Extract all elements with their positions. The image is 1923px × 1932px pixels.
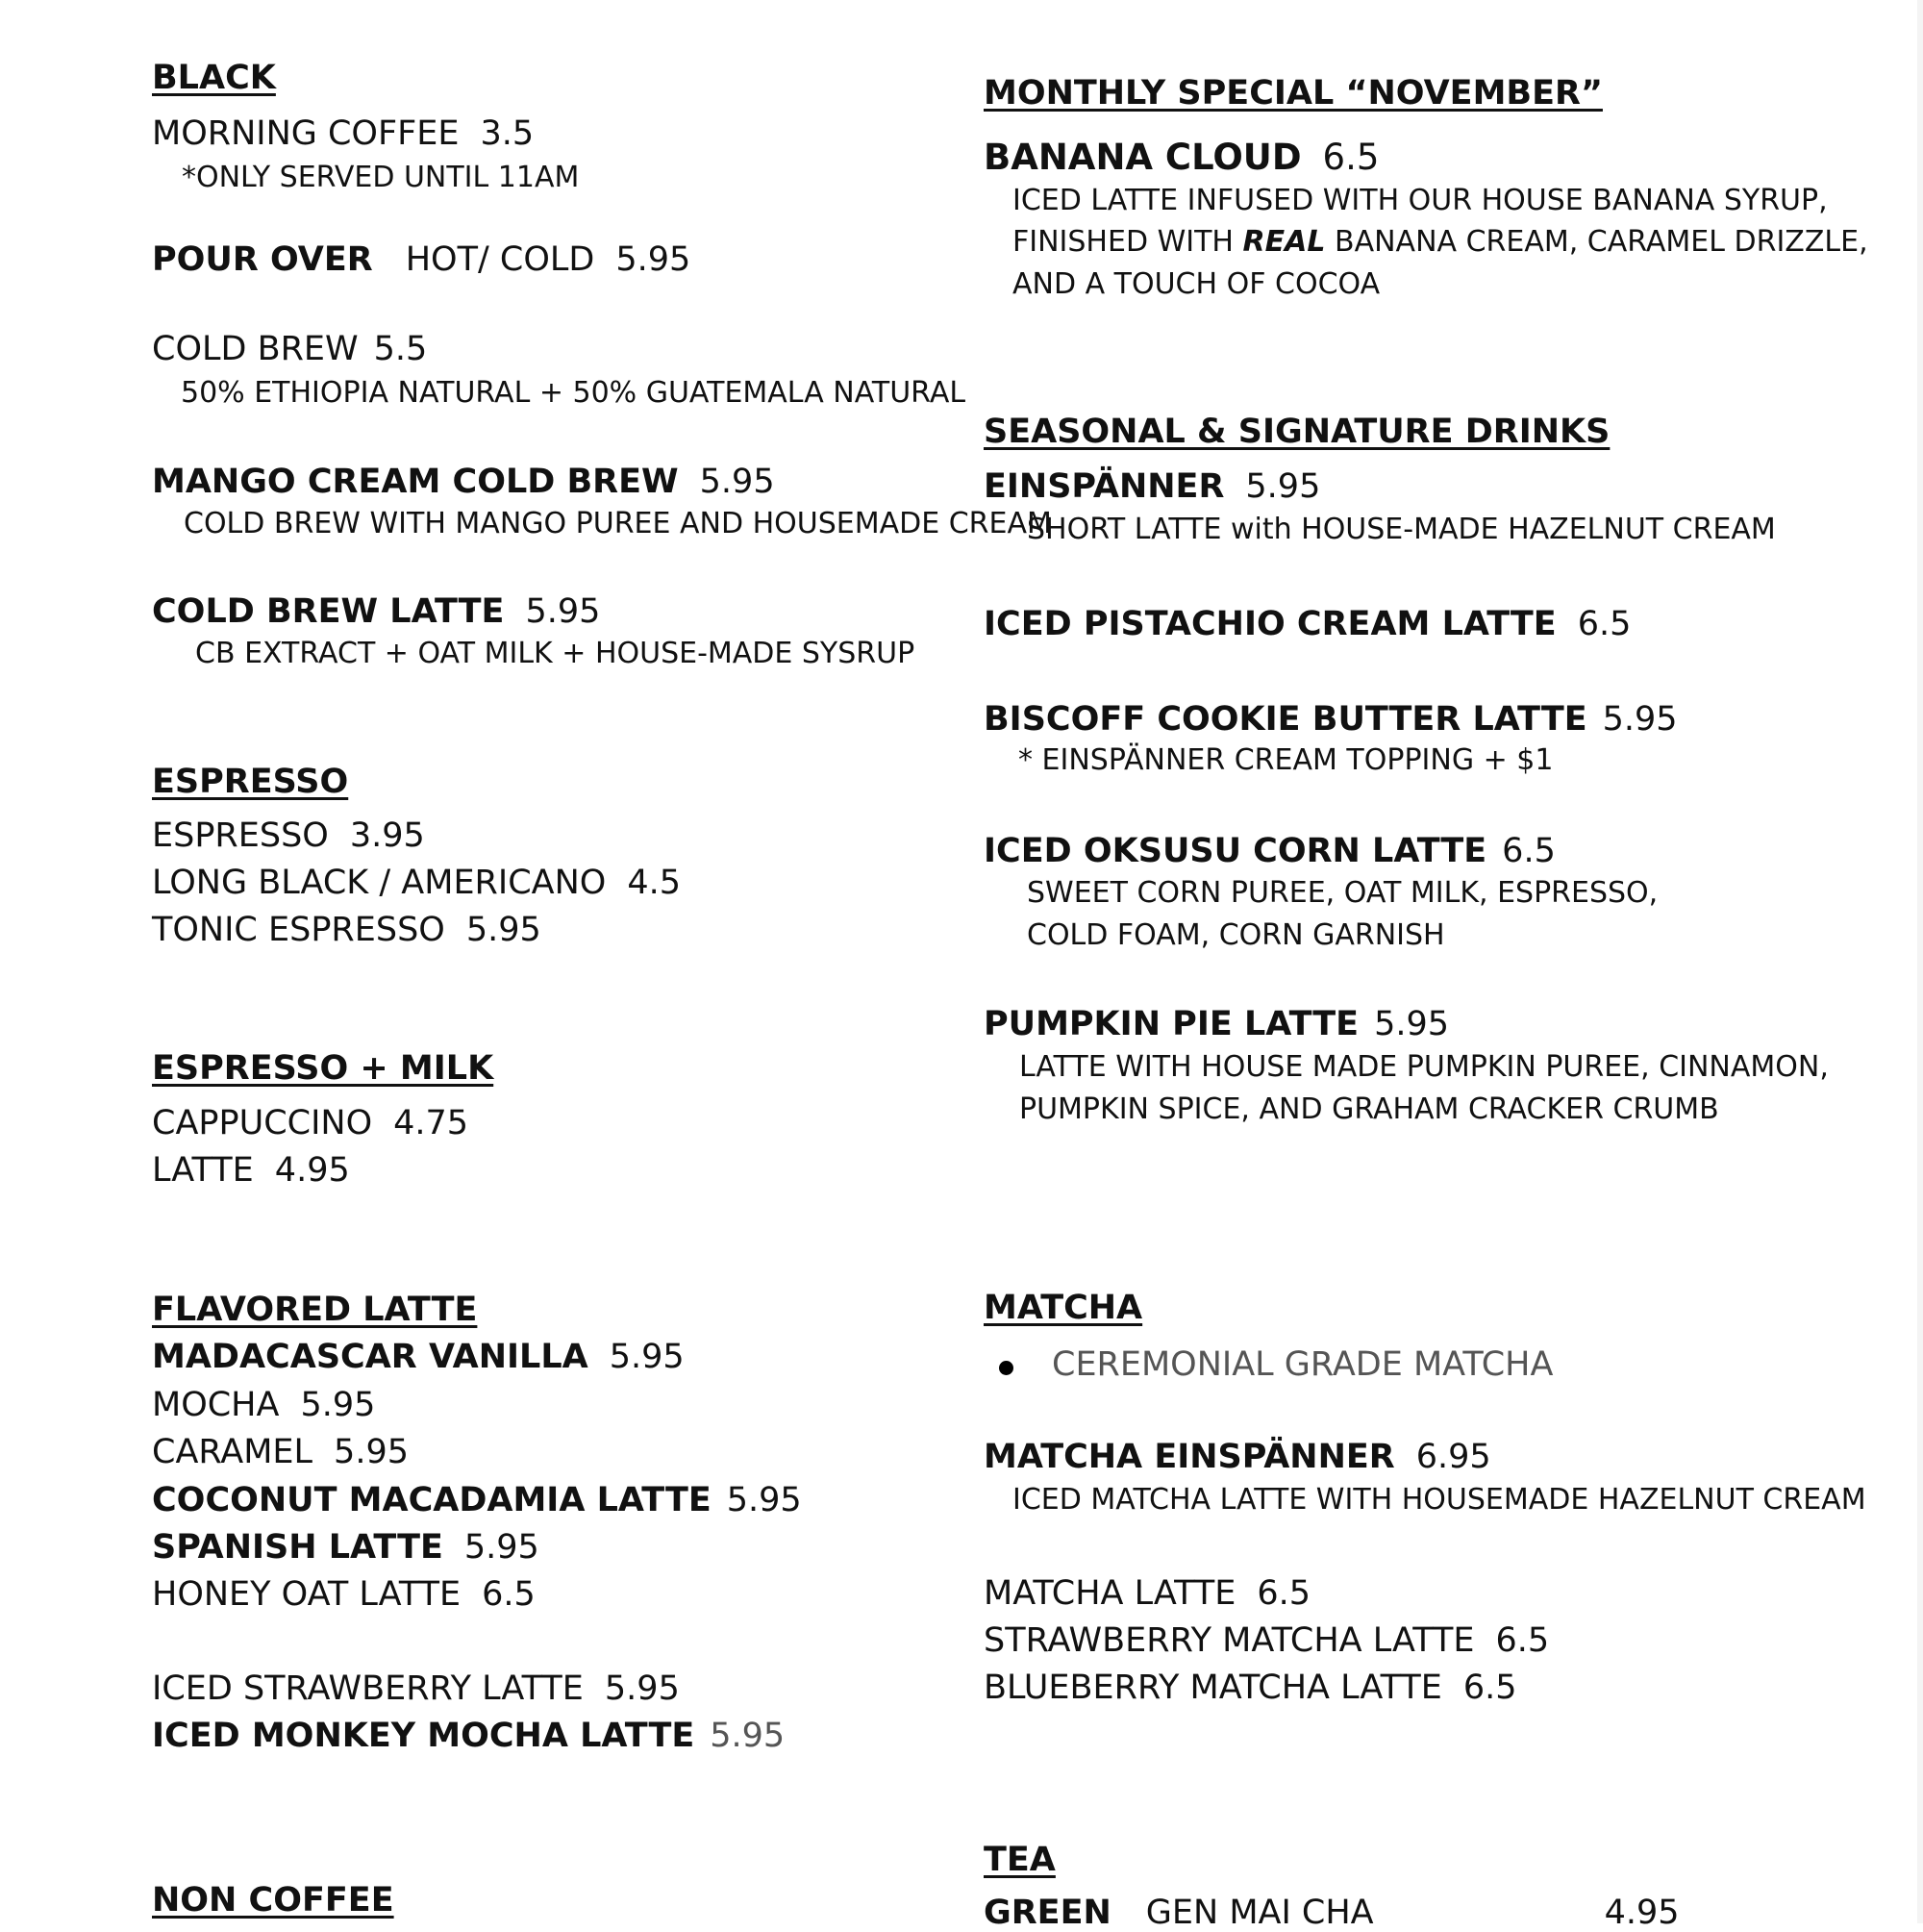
item-note-corn-line1: SWEET CORN PUREE, OAT MILK, ESPRESSO, (1027, 876, 1659, 910)
item-price: 5.95 (300, 1386, 376, 1424)
item-price: 5.95 (699, 463, 775, 501)
section-heading-non-coffee: NON COFFEE (152, 1881, 394, 1919)
bullet-text: CEREMONIAL GRADE MATCHA (1052, 1345, 1554, 1384)
section-heading-tea: TEA (984, 1841, 1056, 1879)
menu-item-matcha-latte (984, 1574, 1311, 1613)
menu-item-spanish-latte (152, 1528, 539, 1567)
item-name: TONIC ESPRESSO (152, 911, 445, 949)
item-price: 5.95 (465, 911, 541, 949)
menu-item-iced-strawberry-latte (152, 1669, 680, 1708)
menu-item-caramel (152, 1433, 409, 1471)
desc-text: FINISHED WITH (1012, 225, 1243, 259)
item-name: MORNING COFFEE (152, 114, 460, 153)
item-price: 3.95 (349, 816, 425, 855)
item-name: STRAWBERRY MATCHA LATTE (984, 1621, 1475, 1660)
item-price: 4.5 (627, 864, 681, 902)
item-name: LATTE (152, 1151, 254, 1190)
item-price: 5.95 (463, 1528, 539, 1567)
item-price: 6.5 (1257, 1574, 1311, 1613)
item-name: BISCOFF COOKIE BUTTER LATTE (984, 700, 1587, 739)
item-price: 5.95 (334, 1433, 409, 1471)
menu-item-cold-brew (152, 330, 428, 368)
item-note-matcha-einspanner: ICED MATCHA LATTE WITH HOUSEMADE HAZELNUT CREAM (1012, 1483, 1866, 1517)
section-heading-seasonal-signature: SEASONAL & SIGNATURE DRINKS (984, 413, 1611, 451)
menu-item-blueberry-matcha-latte (984, 1671, 1517, 1705)
item-name: CAPPUCCINO (152, 1104, 373, 1142)
section-heading-espresso: ESPRESSO (152, 763, 349, 801)
item-name: MOCHA (152, 1386, 280, 1424)
menu-item-espresso (152, 816, 425, 855)
item-options: HOT/ COLD (405, 240, 595, 279)
menu-item-tonic-espresso (152, 911, 541, 949)
item-name: MADACASCAR VANILLA (152, 1338, 588, 1376)
item-name: ICED PISTACHIO CREAM LATTE (984, 605, 1557, 643)
section-heading-monthly-special: MONTHLY SPECIAL “NOVEMBER” (984, 74, 1603, 113)
item-name: PUMPKIN PIE LATTE (984, 1005, 1360, 1043)
item-price: 6.95 (1415, 1438, 1491, 1476)
item-note-cold-brew: 50% ETHIOPIA NATURAL + 50% GUATEMALA NATURAL (181, 376, 966, 410)
section-heading-espresso-milk: ESPRESSO + MILK (152, 1049, 494, 1088)
item-price: 5.5 (373, 330, 428, 368)
item-price: 5.95 (1245, 467, 1321, 506)
item-price: 6.5 (482, 1575, 536, 1614)
menu-item-green-tea (984, 1896, 1680, 1930)
item-name: HONEY OAT LATTE (152, 1575, 462, 1614)
item-price: 5.95 (615, 240, 691, 279)
item-note-pumpkin-line2: PUMPKIN SPICE, AND GRAHAM CRACKER CRUMB (1019, 1092, 1719, 1126)
menu-item-pumpkin-pie-latte (984, 1005, 1450, 1043)
menu-item-biscoff-cookie-butter-latte (984, 700, 1678, 739)
item-name: CARAMEL (152, 1433, 313, 1471)
matcha-bullet-item (999, 1345, 1554, 1384)
item-price: 5.95 (726, 1481, 802, 1519)
page-edge (1917, 0, 1923, 1923)
item-name: POUR OVER (152, 240, 373, 279)
item-price: 6.5 (1495, 1621, 1550, 1660)
item-note-morning-coffee: *ONLY SERVED UNTIL 11AM (182, 161, 580, 194)
item-note-biscoff: * EINSPÄNNER CREAM TOPPING + $1 (1018, 743, 1554, 777)
menu-item-mango-cream-cold-brew (152, 465, 775, 499)
item-name: ICED OKSUSU CORN LATTE (984, 832, 1487, 870)
menu-item-madacascar-vanilla (152, 1338, 685, 1376)
menu-item-strawberry-matcha-latte (984, 1621, 1550, 1660)
item-name: COLD BREW LATTE (152, 592, 505, 631)
item-note-mango-cream-cold-brew: COLD BREW WITH MANGO PUREE AND HOUSEMADE CREAM (184, 507, 1052, 540)
menu-item-iced-pistachio-cream-latte (984, 605, 1632, 643)
item-desc-banana-cloud-line2 (1012, 225, 1868, 259)
item-name: BLUEBERRY MATCHA LATTE (984, 1669, 1442, 1707)
item-name: ESPRESSO (152, 816, 329, 855)
item-price: 5.95 (609, 1338, 685, 1376)
section-heading-matcha: MATCHA (984, 1289, 1143, 1327)
menu-item-latte (152, 1151, 350, 1190)
menu-item-mocha (152, 1386, 376, 1424)
item-price: 5.95 (525, 592, 601, 631)
item-name: MATCHA LATTE (984, 1574, 1236, 1613)
item-price: 5.95 (1602, 700, 1678, 739)
menu-item-banana-cloud (984, 137, 1380, 178)
item-name: BANANA CLOUD (984, 137, 1302, 178)
item-name: ICED STRAWBERRY LATTE (152, 1669, 584, 1708)
item-desc-banana-cloud-line1: ICED LATTE INFUSED WITH OUR HOUSE BANANA SYRUP, (1012, 184, 1828, 217)
item-name: GREEN (984, 1894, 1111, 1932)
item-price: 5.95 (710, 1717, 786, 1755)
menu-item-honey-oat-latte (152, 1575, 536, 1614)
menu-item-iced-monkey-mocha-latte (152, 1719, 785, 1753)
item-price: 6.5 (1577, 605, 1632, 643)
menu-item-morning-coffee (152, 114, 535, 153)
item-price: 4.75 (393, 1104, 469, 1142)
bullet-icon (999, 1361, 1013, 1375)
item-price: 6.5 (1462, 1669, 1517, 1707)
item-name: COLD BREW (152, 330, 359, 368)
item-name: EINSPÄNNER (984, 467, 1225, 506)
item-name: COCONUT MACADAMIA LATTE (152, 1481, 712, 1519)
item-note-cold-brew-latte: CB EXTRACT + OAT MILK + HOUSE-MADE SYSRUP (195, 637, 915, 670)
item-price: 6.5 (1502, 832, 1556, 870)
item-name: MATCHA EINSPÄNNER (984, 1438, 1395, 1476)
item-name: LONG BLACK / AMERICANO (152, 864, 607, 902)
item-note-pumpkin-line1: LATTE WITH HOUSE MADE PUMPKIN PUREE, CINNAMON, (1019, 1050, 1829, 1084)
item-desc: GEN MAI CHA (1145, 1894, 1374, 1932)
item-name: SPANISH LATTE (152, 1528, 443, 1567)
menu-item-coconut-macadamia-latte (152, 1481, 802, 1519)
desc-text: BANANA CREAM, CARAMEL DRIZZLE, (1325, 225, 1868, 259)
item-note-corn-line2: COLD FOAM, CORN GARNISH (1027, 918, 1445, 952)
item-price: 4.95 (1604, 1894, 1680, 1932)
menu-item-long-black-americano (152, 866, 681, 900)
item-desc-banana-cloud-line3: AND A TOUCH OF COCOA (1012, 267, 1381, 301)
menu-item-pour-over (152, 240, 691, 279)
item-name: MANGO CREAM COLD BREW (152, 463, 679, 501)
menu-item-einspanner (984, 467, 1321, 506)
item-price: 6.5 (1322, 137, 1380, 178)
menu-item-iced-oksusu-corn-latte (984, 832, 1556, 870)
item-note-einspanner: SHORT LATTE with HOUSE-MADE HAZELNUT CREAM (1027, 513, 1776, 546)
item-name: ICED MONKEY MOCHA LATTE (152, 1717, 695, 1755)
item-price: 3.5 (480, 114, 535, 153)
section-heading-black: BLACK (152, 59, 276, 97)
menu-item-matcha-einspanner (984, 1438, 1491, 1476)
menu-item-cold-brew-latte (152, 592, 601, 631)
item-price: 4.95 (274, 1151, 350, 1190)
section-heading-flavored-latte: FLAVORED LATTE (152, 1291, 478, 1329)
menu-item-cappuccino (152, 1104, 469, 1142)
desc-emphasis: REAL (1242, 225, 1326, 259)
item-price: 5.95 (1374, 1005, 1450, 1043)
item-price: 5.95 (604, 1669, 680, 1708)
